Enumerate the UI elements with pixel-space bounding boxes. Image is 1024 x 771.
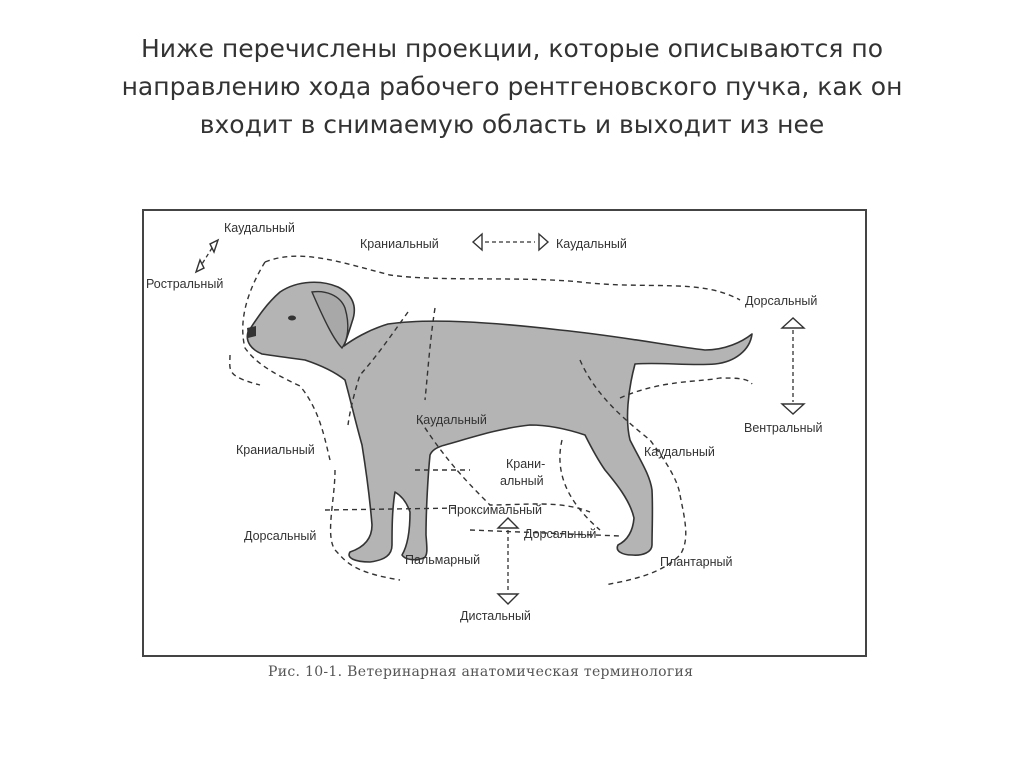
label-caudal-hind: Каудальный (644, 445, 715, 459)
label-palmar: Пальмарный (405, 553, 481, 567)
label-dorsal-right: Дорсальный (745, 294, 818, 308)
dog-nose (247, 326, 256, 338)
dog-eye (288, 316, 296, 321)
label-caudal-top: Каудальный (556, 237, 627, 251)
slide-title: Ниже перечислены проекции, которые описываются по направлению хода рабочего рентгеновского пучка, как он входит в снимаемую область и выходит из нее (121, 34, 903, 139)
label-cranial-top: Краниальный (360, 237, 439, 251)
label-caudal-head: Каудальный (224, 221, 295, 235)
figure-caption: Рис. 10-1. Ветеринарная анатомическая терминология (268, 664, 694, 680)
label-proximal: Проксимальный (448, 503, 542, 517)
label-dorsal-hind: Дорсальный (524, 527, 597, 541)
label-ventral: Вентральный (744, 421, 823, 435)
label-distal: Дистальный (460, 609, 531, 623)
label-caudal-mid: Каудальный (416, 413, 487, 427)
label-plantar: Плантарный (660, 555, 733, 569)
label-cranial-left: Краниальный (236, 443, 315, 457)
label-cranial-hind-line2: альный (500, 474, 544, 488)
label-rostral: Ростральный (146, 277, 224, 291)
label-cranial-hind-line1: Крани- (506, 457, 546, 471)
label-dorsal-left: Дорсальный (244, 529, 317, 543)
